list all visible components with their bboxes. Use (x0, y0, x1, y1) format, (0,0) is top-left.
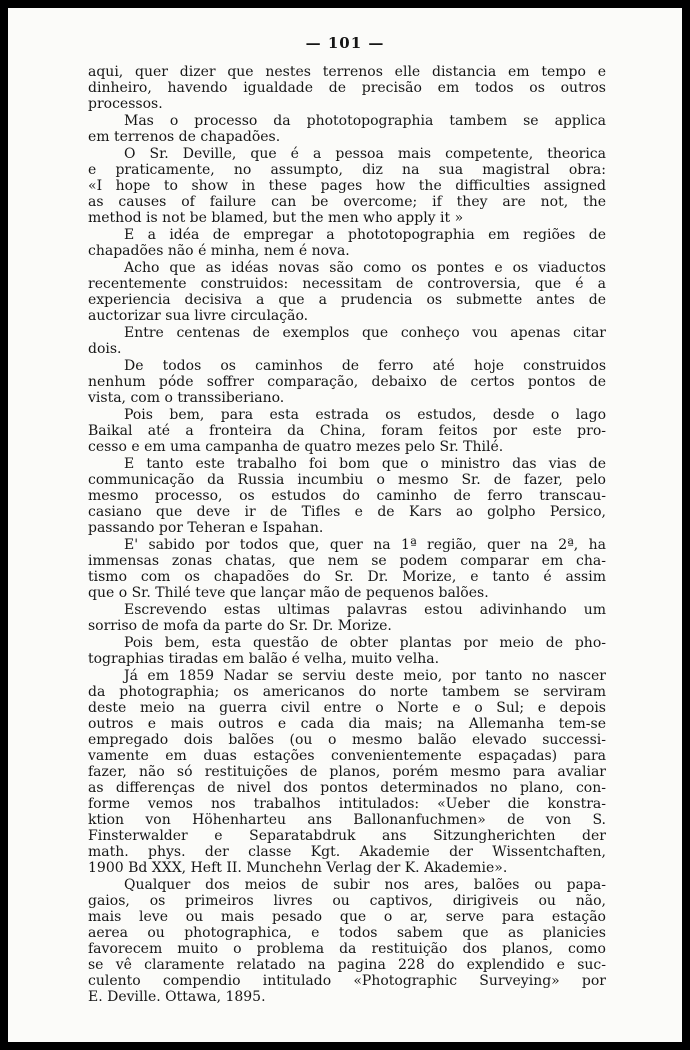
text-line: em terrenos de chapadões. (88, 129, 281, 145)
text-line: da photographia; os americanos do norte tambem se serviram (88, 684, 606, 700)
text-line: «I hope to show in these pages how the difficulties assigned (88, 178, 606, 194)
text-line: tographias tiradas em balão é velha, muito velha. (88, 651, 440, 667)
text-line: vamente em duas estações convenientemente espaçadas) para (88, 748, 606, 764)
text-line: mesmo processo, os estudos do caminho de ferro transcau- (88, 488, 606, 504)
text-line: De todos os caminhos de ferro até hoje construidos (124, 358, 606, 374)
text-line: auctorizar sua livre circulação. (88, 308, 309, 324)
text-line: Pois bem, esta questão de obter plantas por meio de pho- (124, 635, 606, 651)
text-line: que o Sr. Thilé teve que lançar mão de pequenos balões. (88, 585, 489, 601)
text-line: empregado dois balões (ou o mesmo balão elevado successi- (88, 732, 606, 748)
text-line: processos. (88, 96, 163, 112)
text-line: as differenças de nivel dos pontos determinados no plano, con- (88, 780, 606, 796)
text-line: outros e mais outros e cada dia mais; na Allemanha tem-se (88, 716, 606, 732)
text-line: casiano que deve ir de Tifles e de Kars ao golpho Persico, (88, 504, 606, 520)
text-line: E tanto este trabalho foi bom que o ministro das vias de (124, 456, 606, 472)
text-line: forme vemos nos trabalhos intitulados: «Ueber die konstra- (88, 796, 606, 812)
text-line: Mas o processo da phototopographia tambem se applica (124, 113, 606, 129)
text-line: chapadões não é minha, nem é nova. (88, 243, 350, 259)
text-line: E a idéa de empregar a phototopographia em regiões de (124, 227, 606, 243)
text-line: cesso e em uma campanha de quatro mezes pelo Sr. Thilé. (88, 439, 504, 455)
text-line: vista, com o transsiberiano. (88, 390, 285, 406)
text-line: dinheiro, havendo igualdade de precisão em todos os outros (88, 80, 606, 96)
text-line: math. phys. der classe Kgt. Akademie der Wissentchaften, (88, 844, 606, 860)
text-line: recentemente construidos: necessitam de controversia, que é a (88, 276, 606, 292)
text-line: Já em 1859 Nadar se serviu deste meio, por tanto no nascer (124, 668, 606, 684)
text-line: E' sabido por todos que, quer na 1ª região, quer na 2ª, ha (124, 537, 606, 553)
text-line: deste meio na guerra civil entre o Norte e o Sul; e depois (88, 700, 606, 716)
text-line: se vê claramente relatado na pagina 228 do explendido e suc- (88, 957, 606, 973)
text-line: Pois bem, para esta estrada os estudos, desde o lago (124, 407, 606, 423)
text-line: mais leve ou mais pesado que o ar, serve para estação (88, 909, 606, 925)
text-line: immensas zonas chatas, que nem se podem comparar em cha- (88, 553, 606, 569)
text-line: experiencia decisiva a que a prudencia os submette antes de (88, 292, 606, 308)
text-line: nenhum póde soffrer comparação, debaixo de certos pontos de (88, 374, 606, 390)
text-line: gaios, os primeiros livres ou captivos, dirigiveis ou não, (88, 893, 606, 909)
text-line: aqui, quer dizer que nestes terrenos elle distancia em tempo e (88, 64, 606, 80)
text-line: fazer, não só restituições de planos, porém mesmo para avaliar (88, 764, 606, 780)
text-line: method is not be blamed, but the men who apply it » (88, 210, 464, 226)
text-line: tismo com os chapadões do Sr. Dr. Morize, e tanto é assim (88, 569, 606, 585)
text-line: Entre centenas de exemplos que conheço vou apenas citar (124, 325, 606, 341)
page-number: — 101 — (305, 34, 385, 52)
body-text (88, 64, 606, 1005)
text-line: Baikal até a fronteira da China, foram feitos por este pro- (88, 423, 606, 439)
text-line: 1900 Bd XXX, Heft II. Munchehn Verlag der K. Akademie». (88, 860, 508, 876)
text-line: passando por Teheran e Ispahan. (88, 520, 324, 536)
text-line: culento compendio intitulado «Photographic Surveying» por (88, 973, 606, 989)
text-line: ktion von Höhenharteu ans Ballonanfuchmen» de von S. (88, 812, 606, 828)
text-line: Qualquer dos meios de subir nos ares, balões ou papa- (124, 877, 606, 893)
text-line: as causes of failure can be overcome; if they are not, the (88, 194, 606, 210)
text-line: e praticamente, no assumpto, diz na sua magistral obra: (88, 162, 606, 178)
text-line: sorriso de mofa da parte do Sr. Dr. Morize. (88, 618, 392, 634)
text-line: Escrevendo estas ultimas palavras estou adivinhando um (124, 602, 606, 618)
text-line: communicação da Russia incumbiu o mesmo Sr. de fazer, pelo (88, 472, 606, 488)
text-line: aerea ou photographica, e todos sabem que as planicies (88, 925, 606, 941)
text-line: dois. (88, 341, 122, 357)
text-line: Finsterwalder e Separatabdruk ans Sitzungherichten der (88, 828, 606, 844)
text-line: E. Deville. Ottawa, 1895. (88, 989, 266, 1005)
text-line: favorecem muito o problema da restituição dos planos, como (88, 941, 606, 957)
book-page (8, 8, 682, 1042)
text-line: O Sr. Deville, que é a pessoa mais competente, theorica (124, 146, 606, 162)
text-line: Acho que as idéas novas são como os pontes e os viaductos (124, 260, 606, 276)
